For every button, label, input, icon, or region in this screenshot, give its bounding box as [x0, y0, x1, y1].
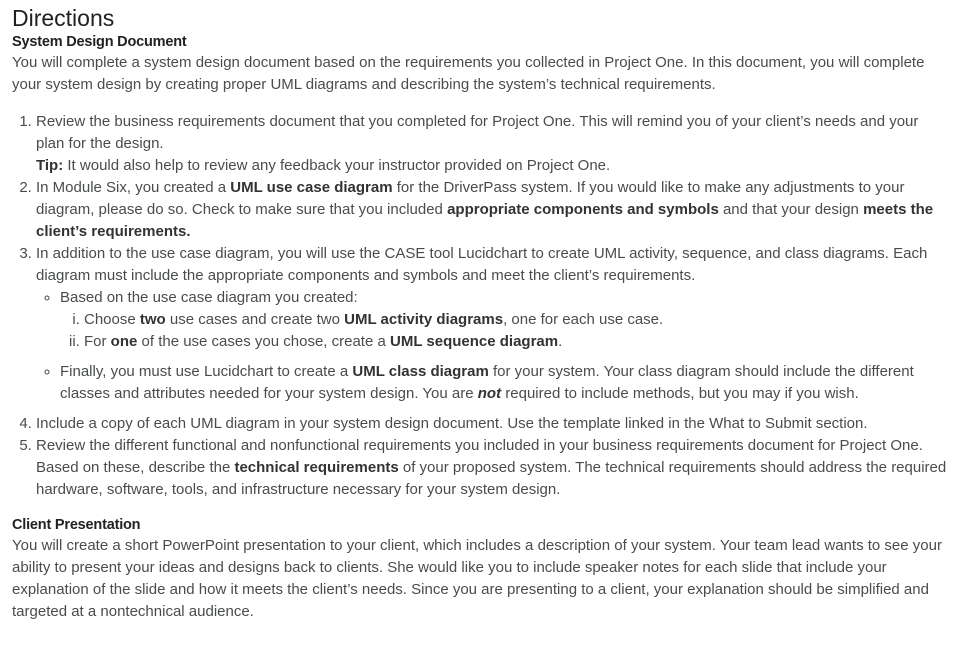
step-2: 2. In Module Six, you created a UML use case diagram for the DriverPass system. If you would like to make any adjustments to your diagram, please do so. Check to make sure that you included appropriate components and symbols and that your design meets the client’s requirements.	[36, 177, 948, 243]
section-heading-system-design-document: System Design Document	[12, 34, 187, 50]
step-5: 5. Review the different functional and nonfunctional requirements you included in your business requirements document for Project One. Based on these, describe the technical requirements of your proposed system. The technical requirements should address the required hardware, software, tools, and infrastructure necessary for your system design.	[36, 435, 948, 501]
page-title: Directions	[12, 5, 115, 31]
subitem-ii: ii. For one of the use cases you chose, create a UML sequence diagram.	[84, 331, 948, 353]
sdd-intro-paragraph: You will complete a system design document based on the requirements you collected in Project One. In this document, you will complete your system design by creating proper UML diagrams and describing the system’s technical requirements.	[12, 54, 925, 93]
section-heading-client-presentation: Client Presentation	[12, 517, 141, 533]
client-presentation-paragraph: You will create a short PowerPoint presentation to your client, which includes a description of your system. Your team lead wants to see your ability to present your ideas and designs back to clients. She would like you to include speaker notes for each slide that include your explanation of the slide and how it meets the client’s needs. Since you are presenting to a client, your explanation should be simplified and targeted at a nontechnical audience.	[12, 537, 942, 620]
step-3-bullets	[36, 287, 948, 405]
tip-text: It would also help to review any feedback your instructor provided on Project One.	[63, 157, 611, 174]
steps-list	[12, 111, 948, 501]
emphasis-uml-class-diagram: UML class diagram	[352, 363, 489, 380]
step-3	[36, 243, 948, 405]
emphasis-technical-requirements: technical requirements	[234, 459, 399, 476]
step-1-text: Review the business requirements document that you completed for Project One. This will remind you of your client’s needs and your plan for the design.	[36, 113, 919, 152]
section-spacer	[12, 501, 948, 515]
step-4: 4. Include a copy of each UML diagram in your system design document. Use the template linked in the What to Submit section.	[36, 413, 948, 435]
subitem-i: i. Choose two use cases and create two UML activity diagrams, one for each use case.	[84, 309, 948, 331]
step-3-bullet-1: ◦ Based on the use case diagram you created: i. Choose two use cases and create two UML activity diagrams, one for each use case. ii. For one of the use cases you chose, create a UML sequence diagram.	[60, 287, 948, 353]
emphasis-uml-use-case-diagram: UML use case diagram	[230, 179, 393, 196]
step-3-text: In addition to the use case diagram, you will use the CASE tool Lucidchart to create UML activity, sequence, and class diagrams. Each diagram must include the appropriate components and symbols and meet the client’s requirements.	[36, 245, 928, 284]
emphasis-components-symbols: appropriate components and symbols	[447, 201, 719, 218]
emphasis-uml-activity-diagrams: UML activity diagrams	[344, 311, 504, 328]
step-1	[36, 111, 948, 177]
step-3-bullet-2: ◦ Finally, you must use Lucidchart to create a UML class diagram for your system. Your class diagram should include the different classes and attributes needed for your system design. You are not required to include methods, but you may if you wish.	[60, 361, 948, 405]
tip-label: Tip:	[36, 157, 64, 174]
step-3-subitems	[60, 309, 948, 353]
emphasis-meets-requirements: meets the client’s requirements.	[36, 201, 934, 240]
emphasis-uml-sequence-diagram: UML sequence diagram	[390, 333, 559, 350]
emphasis-not: not	[477, 385, 502, 402]
